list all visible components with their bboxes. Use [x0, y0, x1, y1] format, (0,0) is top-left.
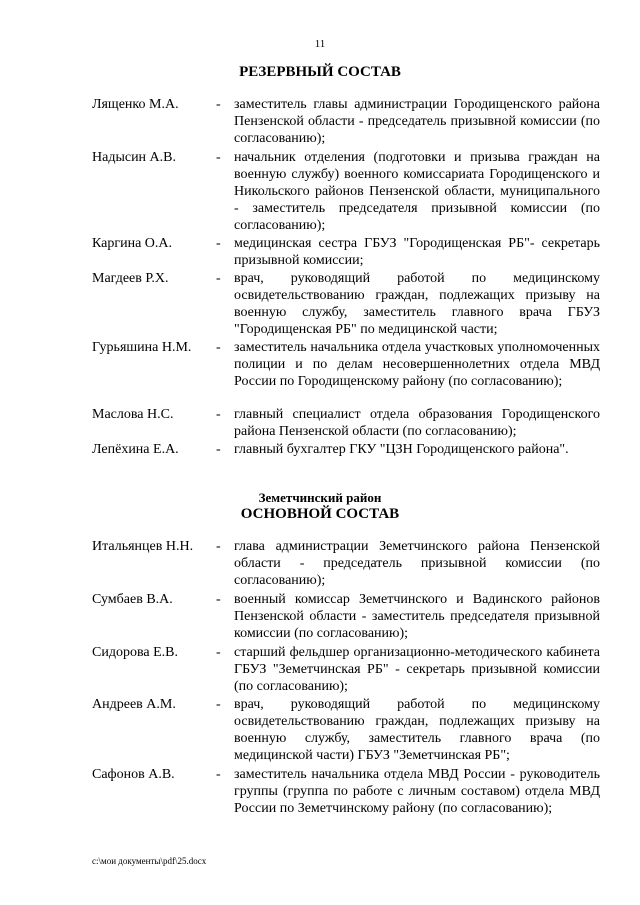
district-title: Земетчинский район	[258, 490, 382, 505]
member-role: главный специалист отдела образования Городищенского района Пензенской области (по согласованию);	[234, 407, 600, 439]
member-name: Лященко М.А.	[92, 97, 179, 112]
member-name: Сумбаев В.А.	[92, 592, 173, 607]
member-name: Сафонов А.В.	[92, 767, 175, 782]
member-role: врач, руководящий работой по медицинскому освидетельствованию граждан, подлежащих призыву на военную службу, заместитель главного врача (по медицинской части) ГБУЗ "Земетчинская РБ";	[234, 697, 600, 763]
member-role: глава администрации Земетчинского района Пензенской области - председатель призывной комиссии (по согласованию);	[234, 539, 600, 588]
section-heading-main: ОСНОВНОЙ СОСТАВ	[240, 506, 400, 522]
member-name: Гурьяшина Н.М.	[92, 340, 192, 355]
dash: -	[216, 340, 221, 355]
member-role: заместитель главы администрации Городищенского района Пензенской области - председатель призывной комиссии (по согласованию);	[234, 97, 600, 146]
member-name: Сидорова Е.В.	[92, 645, 178, 660]
member-name: Андреев А.М.	[92, 697, 176, 712]
dash: -	[216, 271, 221, 286]
member-name: Лепёхина Е.А.	[92, 442, 179, 457]
dash: -	[216, 697, 221, 712]
member-role: врач, руководящий работой по медицинскому освидетельствованию граждан, подлежащих призыву на военную службу, заместитель главного врача ГБУЗ "Городищенская РБ" по медицинской части;	[234, 271, 600, 337]
dash: -	[216, 97, 221, 112]
member-role: заместитель начальника отдела участковых уполномоченных полиции и по делам несовершеннолетних отдела МВД России по Городищенскому району (по согласованию);	[234, 340, 600, 389]
section-heading-reserve: РЕЗЕРВНЫЙ СОСТАВ	[239, 64, 401, 80]
dash: -	[216, 645, 221, 660]
member-name: Каргина О.А.	[92, 236, 173, 251]
dash: -	[216, 236, 221, 251]
member-name: Магдеев Р.Х.	[92, 271, 169, 286]
dash: -	[216, 767, 221, 782]
dash: -	[216, 592, 221, 607]
member-role: медицинская сестра ГБУЗ "Городищенская РБ"- секретарь призывной комиссии;	[234, 236, 600, 268]
dash: -	[216, 150, 221, 165]
member-role: военный комиссар Земетчинского и Вадинского районов Пензенской области - заместитель председателя призывной комиссии (по согласованию);	[234, 592, 600, 641]
member-role: заместитель начальника отдела МВД России - руководитель группы (группа по работе с личным составом) отдела МВД России по Земетчинскому району (по согласованию);	[234, 767, 600, 816]
dash: -	[216, 442, 221, 457]
member-role: главный бухгалтер ГКУ "ЦЗН Городищенского района".	[234, 442, 569, 457]
member-role: начальник отделения (подготовки и призыва граждан на военную службу) военного комиссариата Городищенского и Никольского районов Пензенской области, муниципального - заместитель председателя призывной комиссии (по согласованию);	[234, 150, 600, 233]
member-name: Итальянцев Н.Н.	[92, 539, 194, 554]
member-name: Надысин А.В.	[92, 150, 176, 165]
member-role: старший фельдшер организационно-методического кабинета ГБУЗ "Земетчинская РБ" - секретарь призывной комиссии (по согласованию);	[234, 645, 600, 694]
member-name: Маслова Н.С.	[92, 407, 174, 422]
file-path-footer: c:\мои документы\pdf\25.docx	[92, 856, 207, 866]
page-number: 11	[314, 38, 326, 50]
dash: -	[216, 539, 221, 554]
dash: -	[216, 407, 221, 422]
